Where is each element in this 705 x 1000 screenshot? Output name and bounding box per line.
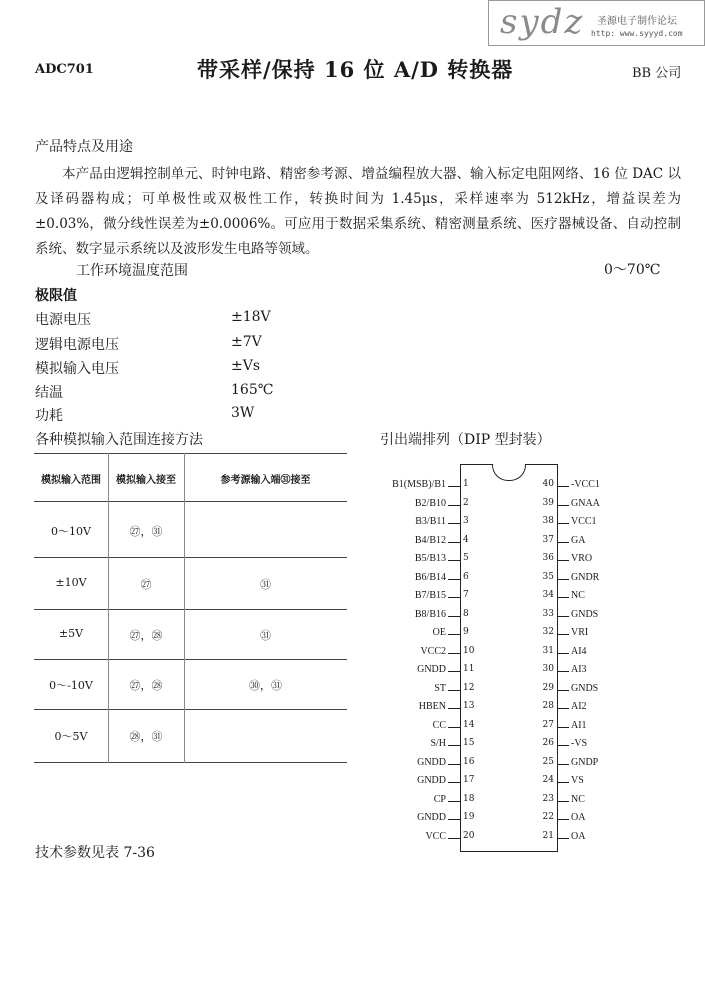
pin-number: 37: [542, 534, 554, 545]
pin-right-row: [542, 719, 697, 734]
pin-number: 34: [542, 590, 554, 600]
pin-name: GA: [571, 534, 586, 546]
pin-number: 32: [542, 627, 554, 637]
table-header: 模拟输入接至: [116, 475, 176, 486]
limit-value: 165℃: [231, 382, 274, 398]
pin-name: B8/B16: [414, 608, 446, 620]
pin-number: 11: [463, 664, 475, 674]
pin-right-row: [542, 756, 697, 771]
table-cell: ㉘，㉛: [129, 730, 163, 743]
pin-left-row: [300, 793, 475, 808]
pin-lead: [557, 745, 569, 746]
pin-left-row: [300, 756, 475, 771]
pin-lead: [557, 727, 569, 728]
pin-number: 4: [463, 534, 469, 545]
pin-left-row: [300, 571, 469, 586]
pin-number: 14: [463, 719, 475, 730]
table-cell: ㉗: [140, 578, 152, 591]
table-divider: [108, 453, 109, 763]
pin-lead: [557, 690, 569, 691]
pin-name: B4/B12: [414, 534, 446, 546]
pin-number: 1: [463, 479, 469, 489]
table-cell: ㉚，㉛: [249, 679, 282, 692]
limits-heading: 极限值: [35, 288, 77, 304]
table-header: 参考源输入端㉛接至: [220, 475, 311, 486]
pin-lead: [448, 653, 460, 654]
pin-number: 17: [463, 775, 475, 785]
pin-number: 24: [542, 775, 554, 785]
pin-name: GNAA: [571, 497, 600, 509]
table-cell: ㉗，㉘: [129, 629, 163, 642]
pin-right-row: [542, 590, 697, 604]
pin-name: VCC1: [571, 516, 597, 527]
pin-number: 23: [542, 793, 554, 804]
pin-left-row: [300, 627, 469, 641]
temp-range-label: 工作环境温度范围: [76, 263, 188, 279]
pin-number: 36: [542, 553, 554, 563]
model-number: ADC701: [35, 62, 94, 77]
pin-right-row: [542, 534, 697, 549]
pin-lead: [448, 782, 460, 783]
limit-value: 3W: [231, 405, 255, 421]
pin-lead: [557, 597, 569, 598]
pin-lead: [448, 505, 460, 506]
pin-lead: [557, 542, 569, 543]
pin-lead: [448, 708, 460, 709]
limit-name: 功耗: [35, 408, 63, 424]
pin-number: 40: [542, 479, 554, 489]
pin-lead: [448, 690, 460, 691]
pin-lead: [448, 838, 460, 839]
pin-lead: [557, 505, 569, 506]
pin-left-row: [300, 534, 469, 549]
pin-number: 27: [542, 719, 554, 730]
pin-left-row: [300, 516, 469, 530]
table-cell: 0～10V: [51, 525, 91, 538]
pin-lead: [448, 745, 460, 746]
pin-name: NC: [571, 793, 585, 805]
pin-left-row: [300, 479, 469, 493]
pin-number: 13: [463, 701, 475, 711]
pin-number: 31: [542, 645, 554, 656]
pin-name: OA: [571, 830, 586, 842]
pin-left-row: [300, 775, 475, 789]
limit-value: ±18V: [231, 309, 271, 325]
pin-lead: [448, 727, 460, 728]
pin-right-row: [542, 775, 697, 789]
pin-lead: [448, 579, 460, 580]
pin-number: 30: [542, 664, 554, 674]
pin-number: 19: [463, 812, 475, 822]
pin-lead: [448, 819, 460, 820]
pin-lead: [557, 634, 569, 635]
pin-number: 22: [542, 812, 554, 822]
pin-lead: [448, 764, 460, 765]
pin-right-row: [542, 812, 697, 826]
manufacturer: BB 公司: [632, 66, 682, 81]
pin-right-row: [542, 571, 697, 586]
pin-name: B7/B15: [414, 590, 446, 601]
pin-name: GNDS: [571, 608, 599, 620]
pin-name: AI2: [571, 701, 587, 712]
pin-name: ST: [434, 682, 446, 694]
pin-right-row: [542, 627, 697, 641]
pin-number: 39: [542, 497, 554, 508]
pin-lead: [557, 708, 569, 709]
limit-name: 模拟输入电压: [35, 361, 119, 377]
pin-right-row: [542, 608, 697, 623]
pin-name: VCC: [425, 830, 446, 842]
pin-name: GNDD: [417, 775, 446, 786]
pin-lead: [557, 838, 569, 839]
pin-left-row: [300, 682, 475, 697]
pin-number: 12: [463, 682, 475, 693]
pin-lead: [557, 782, 569, 783]
pin-name: B1(MSB)/B1: [392, 479, 446, 490]
pin-name: HBEN: [418, 701, 446, 712]
pin-left-row: [300, 664, 475, 678]
pin-number: 15: [463, 738, 475, 748]
pin-number: 21: [542, 830, 554, 841]
pin-name: B2/B10: [414, 497, 446, 509]
pin-lead: [557, 486, 569, 487]
pin-right-row: [542, 664, 697, 678]
pin-right-row: [542, 701, 697, 715]
pin-name: -VS: [571, 738, 588, 749]
pin-lead: [448, 634, 460, 635]
pin-name: CP: [433, 793, 446, 805]
limit-value: ±Vs: [231, 358, 261, 374]
temp-range-value: 0～70℃: [604, 262, 661, 278]
watermark-site-name: 圣源电子制作论坛: [597, 16, 677, 27]
pin-lead: [557, 801, 569, 802]
pin-left-row: [300, 645, 475, 660]
pin-number: 3: [463, 516, 469, 526]
pin-name: VRI: [571, 627, 589, 638]
pin-number: 29: [542, 682, 554, 693]
pin-left-row: [300, 497, 469, 512]
table-header: 模拟输入范围: [41, 475, 101, 486]
pin-right-row: [542, 497, 697, 512]
pin-number: 28: [542, 701, 554, 711]
pin-number: 20: [463, 830, 475, 841]
table-cell: ㉗，㉘: [129, 679, 163, 692]
table-cell: 0～5V: [54, 730, 88, 743]
table-cell: ㉛: [260, 629, 271, 642]
pin-name: CC: [432, 719, 446, 731]
page-title: 带采样/保持 16 位 A/D 转换器: [197, 57, 514, 82]
pin-name: VCC2: [420, 645, 446, 657]
pin-left-row: [300, 830, 475, 845]
pin-name: GNDR: [571, 571, 600, 583]
pin-right-row: [542, 682, 697, 697]
pin-right-row: [542, 830, 697, 845]
pin-name: AI1: [571, 719, 587, 731]
pin-lead: [448, 801, 460, 802]
pin-number: 10: [463, 645, 475, 656]
features-paragraph: 本产品由逻辑控制单元、时钟电路、精密参考源、增益编程放大器、输入标定电阻网络、16 位 DAC 以及译码器构成；可单极性或双极性工作，转换时间为 1.45μs，采样速率为 512kHz，增益误差为±0.03%，微分线性误差为±0.0006%。可应用于数据采集系统、精密测量系统、医疗器械设备、自动控制系统、数字显示系统以及波形发生电路等领域。: [35, 166, 681, 257]
table-cell: ㉗，㉛: [129, 525, 163, 538]
pin-lead: [448, 560, 460, 561]
pin-number: 25: [542, 756, 554, 767]
pin-name: AI4: [571, 645, 587, 657]
pin-name: GNDD: [417, 756, 446, 768]
pin-lead: [557, 579, 569, 580]
pin-left-row: [300, 590, 469, 604]
pin-lead: [448, 523, 460, 524]
table-rule: [34, 453, 347, 454]
pin-lead: [448, 671, 460, 672]
pin-name: VS: [571, 775, 584, 786]
pin-number: 9: [463, 627, 469, 637]
table-cell: ㉛: [260, 578, 271, 591]
pin-name: NC: [571, 590, 585, 601]
watermark-url: http: www.syyyd.com: [591, 29, 683, 38]
pin-number: 18: [463, 793, 475, 804]
pin-number: 5: [463, 553, 469, 563]
pin-left-row: [300, 608, 469, 623]
pin-number: 33: [542, 608, 554, 619]
pin-name: OA: [571, 812, 586, 823]
pinout-heading: 引出端排列（DIP 型封装）: [380, 432, 551, 448]
pin-lead: [557, 560, 569, 561]
pin-lead: [557, 819, 569, 820]
pin-lead: [557, 616, 569, 617]
pin-lead: [448, 486, 460, 487]
pin-left-row: [300, 812, 475, 826]
pin-right-row: [542, 738, 697, 752]
pin-name: GNDP: [571, 756, 599, 768]
pin-lead: [448, 616, 460, 617]
limit-value: ±7V: [231, 334, 262, 350]
pin-name: B6/B14: [414, 571, 446, 583]
table-cell: 0～-10V: [49, 679, 93, 692]
pin-name: GNDS: [571, 682, 599, 694]
pin-right-row: [542, 793, 697, 808]
pin-number: 8: [463, 608, 469, 619]
pin-lead: [557, 671, 569, 672]
pin-name: OE: [432, 627, 446, 638]
limit-name: 结温: [35, 385, 63, 401]
range-table-heading: 各种模拟输入范围连接方法: [35, 432, 203, 448]
pin-right-row: [542, 645, 697, 660]
pin-name: S/H: [430, 738, 446, 749]
pin-lead: [448, 542, 460, 543]
table-divider: [184, 453, 185, 763]
watermark-logo: sydz: [500, 2, 585, 42]
features-heading: 产品特点及用途: [35, 139, 133, 155]
pin-right-row: [542, 516, 697, 530]
pin-number: 38: [542, 516, 554, 526]
pin-number: 7: [463, 590, 469, 600]
table-cell: ±5V: [58, 627, 84, 640]
pin-name: AI3: [571, 664, 587, 675]
pin-lead: [557, 653, 569, 654]
pin-name: GNDD: [417, 812, 446, 823]
pin-right-row: [542, 479, 697, 493]
pin-lead: [557, 764, 569, 765]
pin-name: VRO: [571, 553, 593, 564]
table-cell: ±10V: [55, 576, 87, 589]
pin-lead: [557, 523, 569, 524]
pin-number: 2: [463, 497, 469, 508]
pin-right-row: [542, 553, 697, 567]
pin-left-row: [300, 738, 475, 752]
pin-number: 35: [542, 571, 554, 582]
pin-number: 6: [463, 571, 469, 582]
footer-note: 技术参数见表 7-36: [35, 845, 155, 861]
pin-number: 16: [463, 756, 475, 767]
pin-name: B3/B11: [415, 516, 446, 527]
pin-number: 26: [542, 738, 554, 748]
pin-lead: [448, 597, 460, 598]
pin-name: -VCC1: [571, 479, 600, 490]
limit-name: 逻辑电源电压: [35, 337, 119, 353]
pin-name: B5/B13: [414, 553, 446, 564]
pin-left-row: [300, 719, 475, 734]
pin-left-row: [300, 701, 475, 715]
limit-name: 电源电压: [35, 312, 91, 328]
pin-left-row: [300, 553, 469, 567]
pin-name: GNDD: [417, 664, 446, 675]
